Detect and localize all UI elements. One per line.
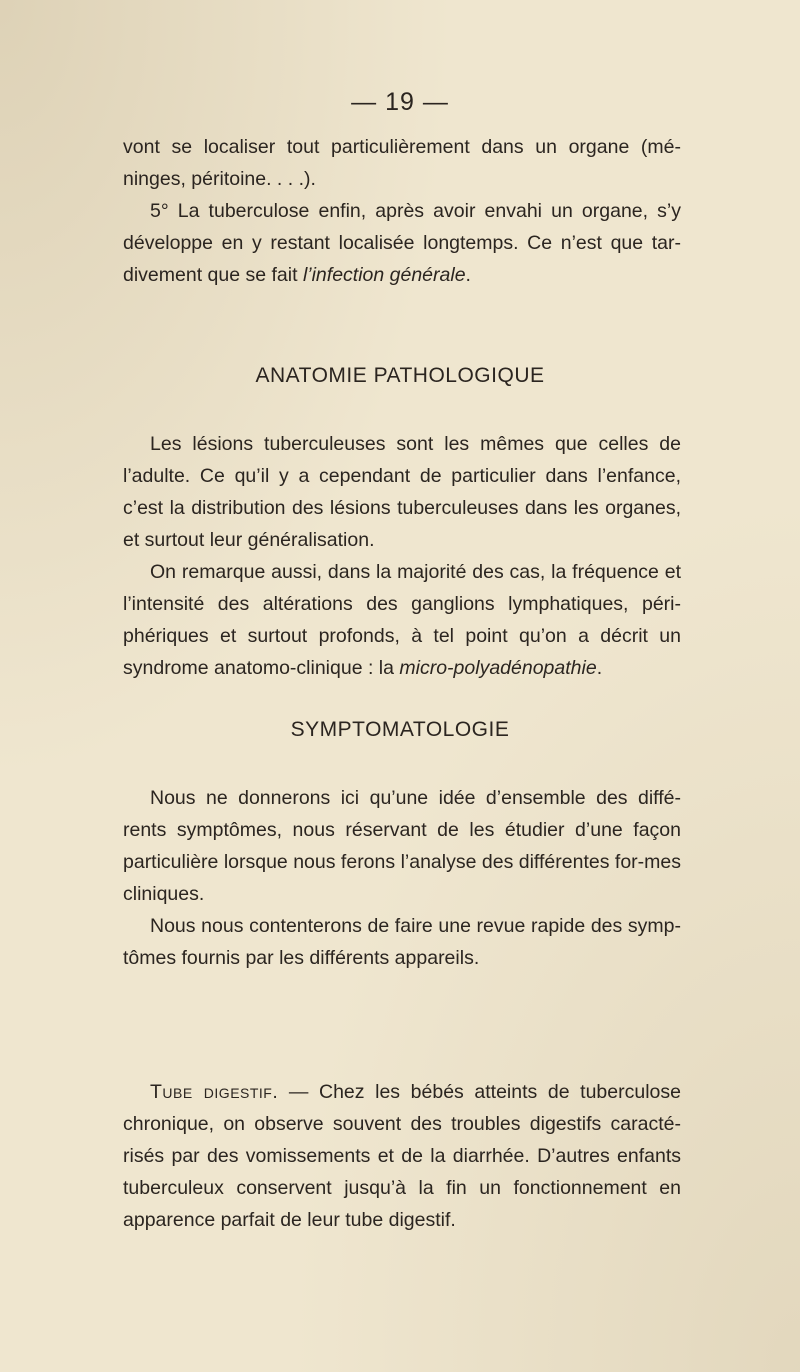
page-number: — 19 —: [351, 88, 449, 116]
italic-term-micro-polyadenopathie: micro-polyadénopathie: [399, 657, 597, 679]
symptomatologie-paragraph-1: Nous ne donnerons ici qu’une idée d’ensemble des diffé-rents symptômes, nous réservant de les étudier d’une façon particulière lorsque nous ferons l’analyse des différentes for-mes cliniques.: [123, 787, 681, 905]
section-heading-symptomatologie: SYMPTOMATOLOGIE: [290, 718, 510, 741]
anatomie-text: [123, 428, 681, 684]
subsection-label-tube-digestif: Tube digestif.: [150, 1081, 279, 1103]
anatomie-paragraph-2: On remarque aussi, dans la majorité des cas, la fréquence et l’intensité des altérations des ganglions lymphatiques, péri-phériques et surtout profonds, à tel point qu’on a décrit un syndrome anatomo-clinique : la micro-polyadénopathie.: [123, 561, 681, 679]
symptomatologie-paragraph-2: Nous nous contenterons de faire une revue rapide des symp-tômes fournis par les différents appareils.: [123, 915, 681, 969]
intro-paragraph-1: vont se localiser tout particulièrement dans un organe (mé-ninges, péritoine. . . .).: [123, 136, 681, 190]
intro-paragraph-2: 5° La tuberculose enfin, après avoir envahi un organe, s’y développe en y restant localisée longtemps. Ce n’est que tar-divement que se fait l’infection générale.: [123, 200, 681, 286]
section-heading-anatomie: ANATOMIE PATHOLOGIQUE: [255, 364, 545, 387]
tube-digestif-paragraph: Tube digestif. — Chez les bébés atteints de tuberculose chronique, on observe souvent des troubles digestifs caracté-risés par des vomissements et de la diarrhée. D’autres enfants tuberculeux conservent jusqu’à la fin un fonctionnement en apparence parfait de leur tube digestif.: [123, 1081, 681, 1231]
anatomie-paragraph-1: Les lésions tuberculeuses sont les mêmes que celles de l’adulte. Ce qu’il y a cependant de particulier dans l’enfance, c’est la distribution des lésions tuberculeuses dans les organes, et surtout leur généralisation.: [123, 433, 681, 551]
italic-term-infection-generale: l’infection générale: [302, 264, 466, 286]
intro-text: [123, 131, 681, 291]
symptomatologie-text: [123, 782, 681, 974]
tube-digestif-text: [123, 1076, 681, 1236]
